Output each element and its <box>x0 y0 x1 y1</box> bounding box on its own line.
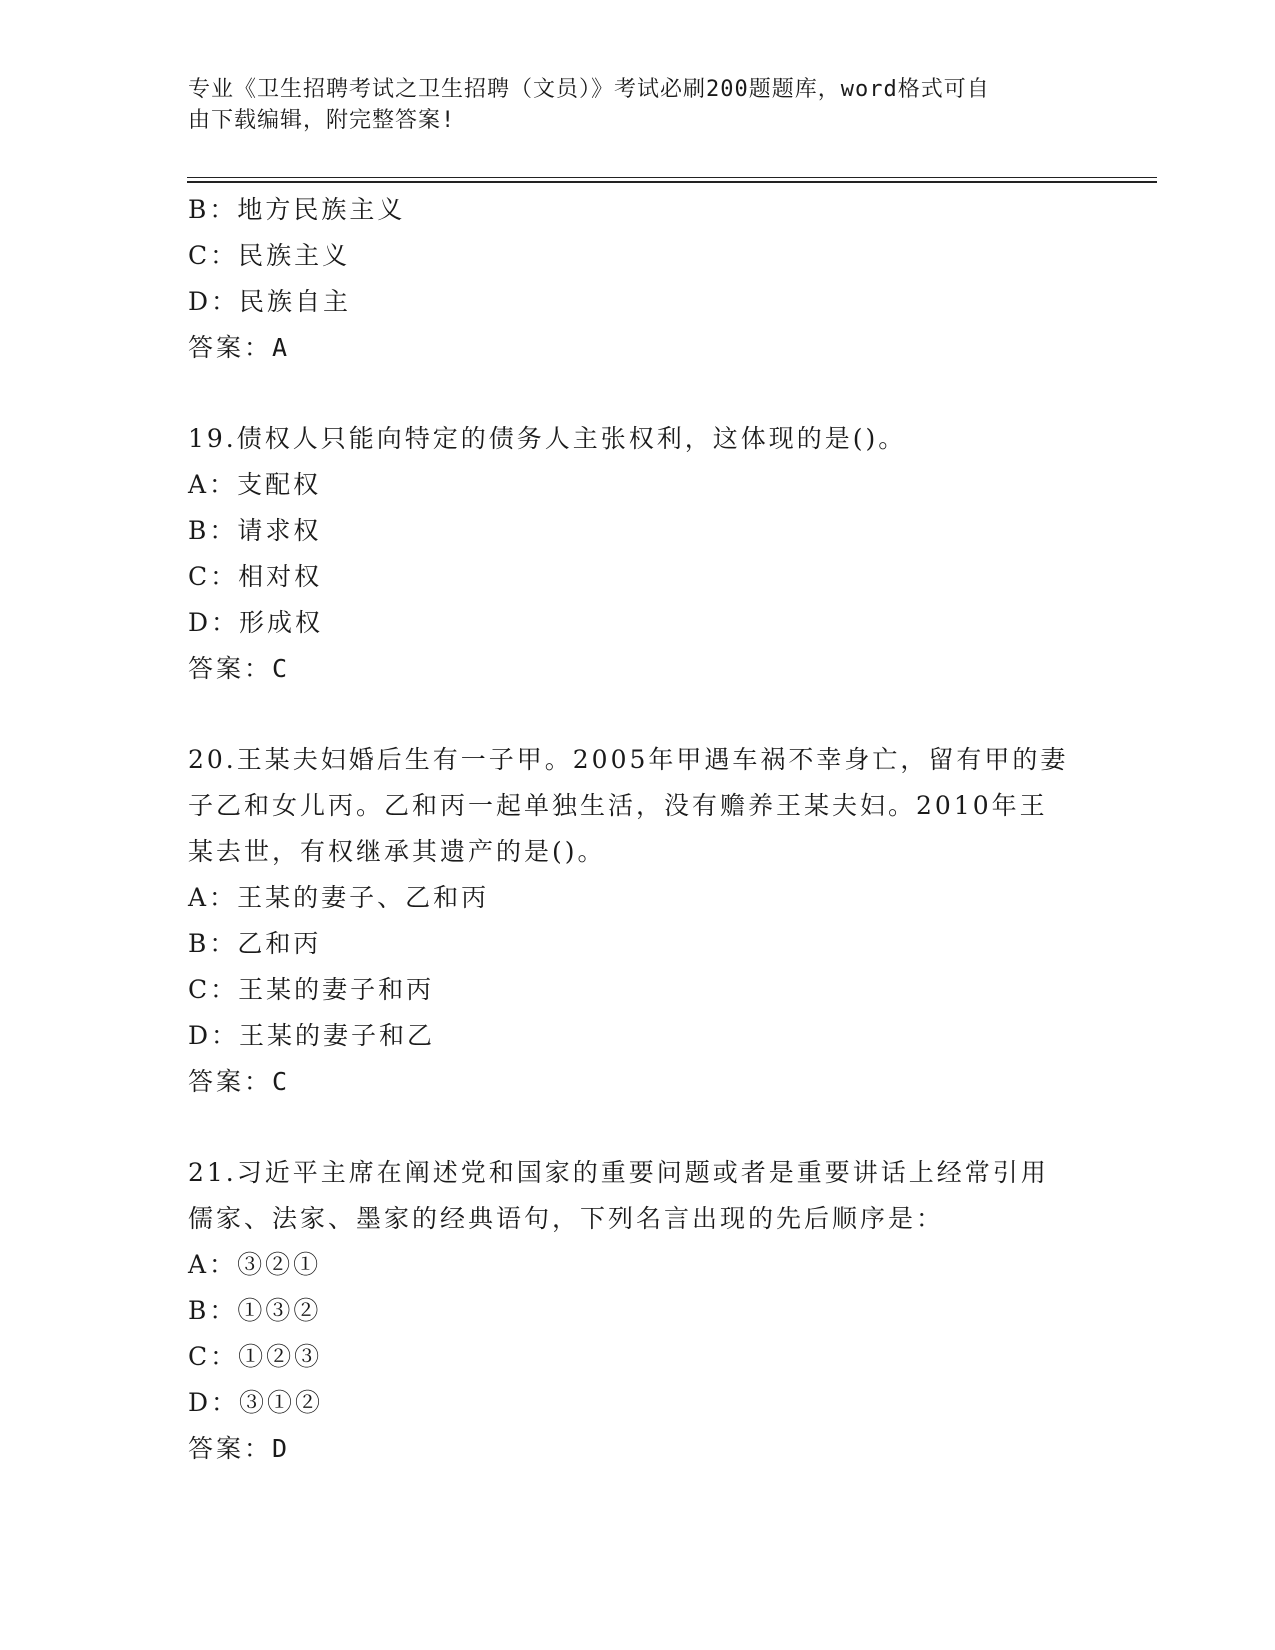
option-d <box>188 1380 1088 1426</box>
header-line-1: 专业《卫生招聘考试之卫生招聘（文员）》考试必刷200题题库，word格式可自 <box>188 77 990 102</box>
option-label: D： <box>188 1021 240 1050</box>
option-label: B： <box>188 1296 238 1325</box>
question-text-line-2: 儒家、法家、墨家的经典语句，下列名言出现的先后顺序是： <box>188 1204 945 1233</box>
option-label: C： <box>188 241 239 270</box>
question-text: 19.债权人只能向特定的债务人主张权利，这体现的是()。 <box>188 424 907 453</box>
question-list <box>188 187 1088 1472</box>
option-label: D： <box>188 287 240 316</box>
option-label: C： <box>188 562 239 591</box>
option-b <box>188 508 1088 554</box>
option-text: 支配权 <box>237 470 322 499</box>
answer-value: A <box>272 333 291 362</box>
answer-label: 答案： <box>188 1067 273 1096</box>
option-label: A： <box>188 1250 238 1279</box>
question-text-line-3: 某去世，有权继承其遗产的是()。 <box>188 837 606 866</box>
option-text: 相对权 <box>238 562 323 591</box>
answer-line <box>188 646 1088 692</box>
option-a <box>188 1242 1088 1288</box>
option-label: D： <box>188 608 240 637</box>
question-18-continued <box>188 187 1088 371</box>
option-b <box>188 921 1088 967</box>
header-line-2: 由下载编辑，附完整答案! <box>188 108 456 133</box>
option-text: 乙和丙 <box>237 929 322 958</box>
header-divider-thick <box>187 181 1157 183</box>
option-c <box>188 554 1088 600</box>
option-d <box>188 600 1088 646</box>
option-c <box>188 1334 1088 1380</box>
answer-label: 答案： <box>188 1434 273 1463</box>
option-label: A： <box>188 883 238 912</box>
option-c <box>188 967 1088 1013</box>
option-text: 民族主义 <box>238 241 351 270</box>
option-label: B： <box>188 929 238 958</box>
option-label: C： <box>188 975 239 1004</box>
option-label: B： <box>188 195 238 224</box>
option-text: 王某的妻子和丙 <box>238 975 435 1004</box>
option-label: B： <box>188 516 238 545</box>
option-label: D： <box>188 1388 240 1417</box>
option-b <box>188 187 1088 233</box>
option-text: 民族自主 <box>239 287 352 316</box>
question-text-line-1: 21.习近平主席在阐述党和国家的重要问题或者是重要讲话上经常引用 <box>188 1158 1049 1187</box>
option-text: ①③② <box>237 1296 322 1325</box>
option-a <box>188 875 1088 921</box>
option-text: 地方民族主义 <box>237 195 406 224</box>
answer-value: D <box>272 1434 291 1463</box>
option-label: C： <box>188 1342 239 1371</box>
option-text: 请求权 <box>237 516 322 545</box>
answer-value: C <box>272 654 291 683</box>
question-20 <box>188 737 1088 1105</box>
option-text: 王某的妻子和乙 <box>239 1021 436 1050</box>
document-header <box>188 74 1068 136</box>
option-text: ③①② <box>239 1388 324 1417</box>
question-21 <box>188 1150 1088 1472</box>
question-19 <box>188 416 1088 692</box>
option-text: ③②① <box>237 1250 322 1279</box>
answer-line <box>188 1426 1088 1472</box>
answer-line <box>188 1059 1088 1105</box>
answer-label: 答案： <box>188 333 273 362</box>
option-text: ①②③ <box>238 1342 323 1371</box>
option-b <box>188 1288 1088 1334</box>
option-text: 王某的妻子、乙和丙 <box>237 883 490 912</box>
question-text-line-1: 20.王某夫妇婚后生有一子甲。2005年甲遇车祸不幸身亡，留有甲的妻 <box>188 745 1069 774</box>
header-divider-thin <box>187 177 1157 178</box>
option-text: 形成权 <box>239 608 324 637</box>
answer-line <box>188 325 1088 371</box>
answer-value: C <box>272 1067 291 1096</box>
option-d <box>188 1013 1088 1059</box>
option-c <box>188 233 1088 279</box>
answer-label: 答案： <box>188 654 273 683</box>
question-text-line-2: 子乙和女儿丙。乙和丙一起单独生活，没有赡养王某夫妇。2010年王 <box>188 791 1048 820</box>
option-label: A： <box>188 470 238 499</box>
option-d <box>188 279 1088 325</box>
option-a <box>188 462 1088 508</box>
